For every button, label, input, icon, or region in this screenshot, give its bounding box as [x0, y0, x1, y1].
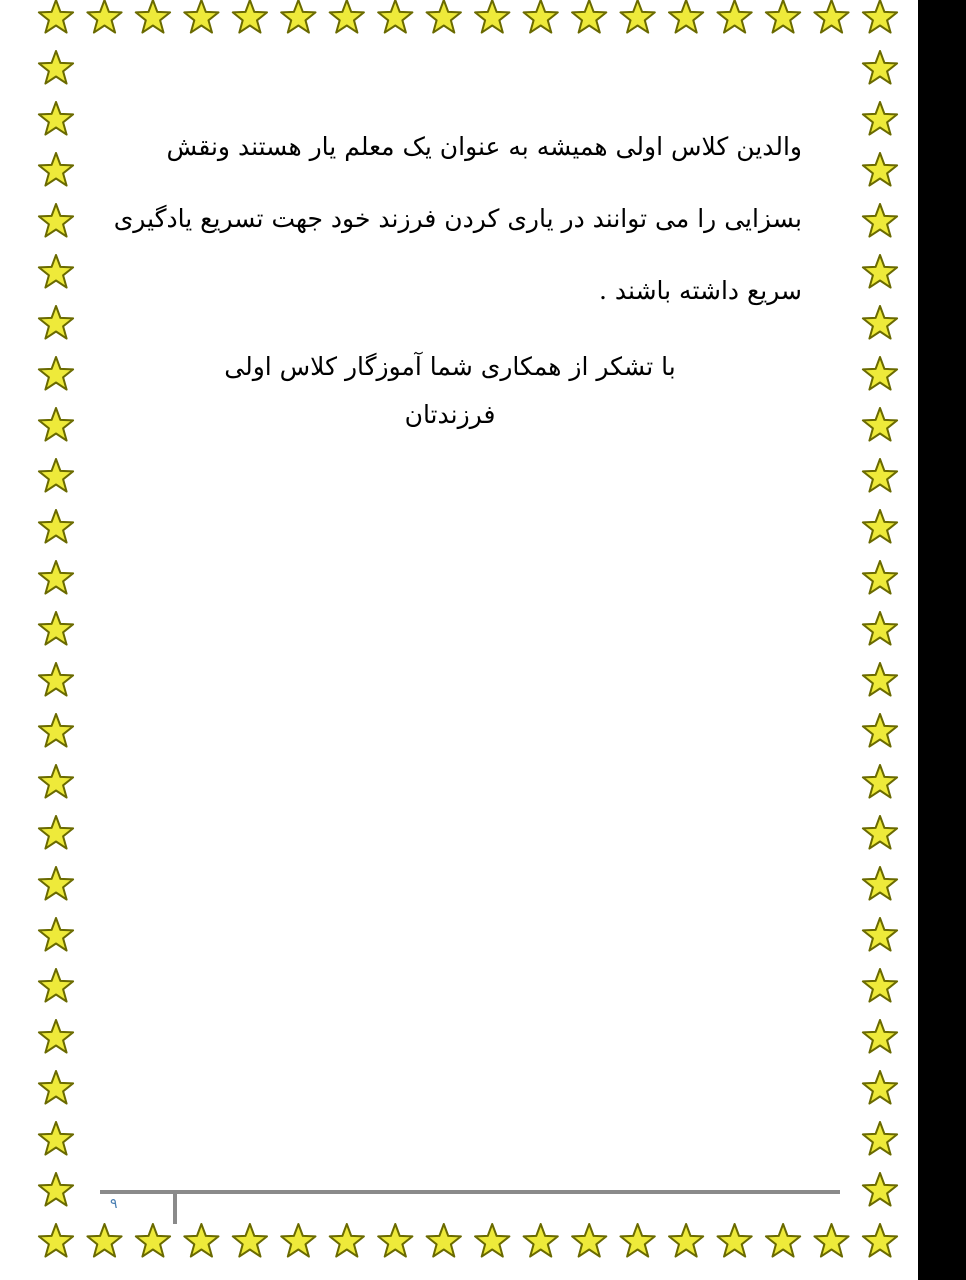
star-icon: [718, 1224, 752, 1257]
footer-divider: [173, 1192, 177, 1224]
star-icon: [572, 1224, 606, 1257]
star-icon: [39, 612, 73, 645]
star-icon: [863, 1122, 897, 1155]
star-icon: [863, 51, 897, 84]
star-icon: [621, 1224, 655, 1257]
star-icon: [863, 663, 897, 696]
star-icon: [863, 816, 897, 849]
star-icon: [863, 1224, 897, 1257]
star-icon: [621, 0, 655, 33]
star-icon: [863, 408, 897, 441]
star-icon: [863, 357, 897, 390]
star-icon: [330, 1224, 364, 1257]
star-icon: [39, 1122, 73, 1155]
star-icon: [184, 0, 218, 33]
star-icon: [281, 1224, 315, 1257]
star-icon: [39, 153, 73, 186]
star-icon: [136, 0, 170, 33]
star-icon: [863, 969, 897, 1002]
star-icon: [863, 459, 897, 492]
star-icon: [475, 1224, 509, 1257]
star-icon: [863, 1020, 897, 1053]
star-icon: [39, 51, 73, 84]
star-icon: [766, 1224, 800, 1257]
star-icon: [863, 765, 897, 798]
star-icon: [669, 0, 703, 33]
star-icon: [136, 1224, 170, 1257]
star-icon: [669, 1224, 703, 1257]
star-icon: [39, 1020, 73, 1053]
star-icon: [281, 0, 315, 33]
star-icon: [572, 0, 606, 33]
closing-line: با تشکر از همکاری شما آموزگار کلاس اولی فرزندتان: [224, 352, 676, 429]
star-icon: [475, 0, 509, 33]
body-paragraph: والدین کلاس اولی همیشه به عنوان یک معلم یار هستند ونقش بسزایی را می توانند در یاری کردن فرزند خود جهت تسریع یادگیری سریع داشته باشند .: [113, 132, 802, 305]
star-icon: [233, 0, 267, 33]
page-number: ۹: [110, 1196, 118, 1212]
star-icon: [39, 714, 73, 747]
star-icon: [427, 1224, 461, 1257]
star-icon: [39, 459, 73, 492]
star-icon: [524, 0, 558, 33]
star-icon: [233, 1224, 267, 1257]
star-icon: [863, 1071, 897, 1104]
star-icon: [863, 102, 897, 135]
star-icon: [39, 408, 73, 441]
star-icon: [814, 0, 848, 33]
star-icon: [39, 867, 73, 900]
star-icon: [863, 306, 897, 339]
star-icon: [863, 204, 897, 237]
star-icon: [863, 612, 897, 645]
star-icon: [863, 0, 897, 33]
star-icon: [863, 153, 897, 186]
star-icon: [39, 918, 73, 951]
star-icon: [863, 510, 897, 543]
star-icon: [718, 0, 752, 33]
star-icon: [39, 510, 73, 543]
star-icon: [39, 255, 73, 288]
star-icon: [39, 306, 73, 339]
star-icon: [39, 765, 73, 798]
star-icon: [378, 1224, 412, 1257]
star-icon: [39, 663, 73, 696]
star-icon: [524, 1224, 558, 1257]
star-icon: [39, 1173, 73, 1206]
star-icon: [863, 255, 897, 288]
star-icon: [863, 867, 897, 900]
star-icon: [378, 0, 412, 33]
star-icon: [39, 204, 73, 237]
star-icon: [184, 1224, 218, 1257]
star-icon: [863, 561, 897, 594]
star-icon: [330, 0, 364, 33]
star-icon: [39, 561, 73, 594]
star-icon: [87, 1224, 121, 1257]
star-icon: [863, 1173, 897, 1206]
star-icon: [39, 1224, 73, 1257]
star-icon: [427, 0, 461, 33]
star-icon: [766, 0, 800, 33]
star-icon: [39, 1071, 73, 1104]
star-icon: [39, 969, 73, 1002]
star-icon: [87, 0, 121, 33]
star-icon: [39, 816, 73, 849]
star-icon: [39, 357, 73, 390]
footer-rule: [100, 1190, 840, 1194]
star-icon: [814, 1224, 848, 1257]
star-icon: [863, 714, 897, 747]
star-icon: [39, 0, 73, 33]
star-icon: [39, 102, 73, 135]
star-icon: [863, 918, 897, 951]
